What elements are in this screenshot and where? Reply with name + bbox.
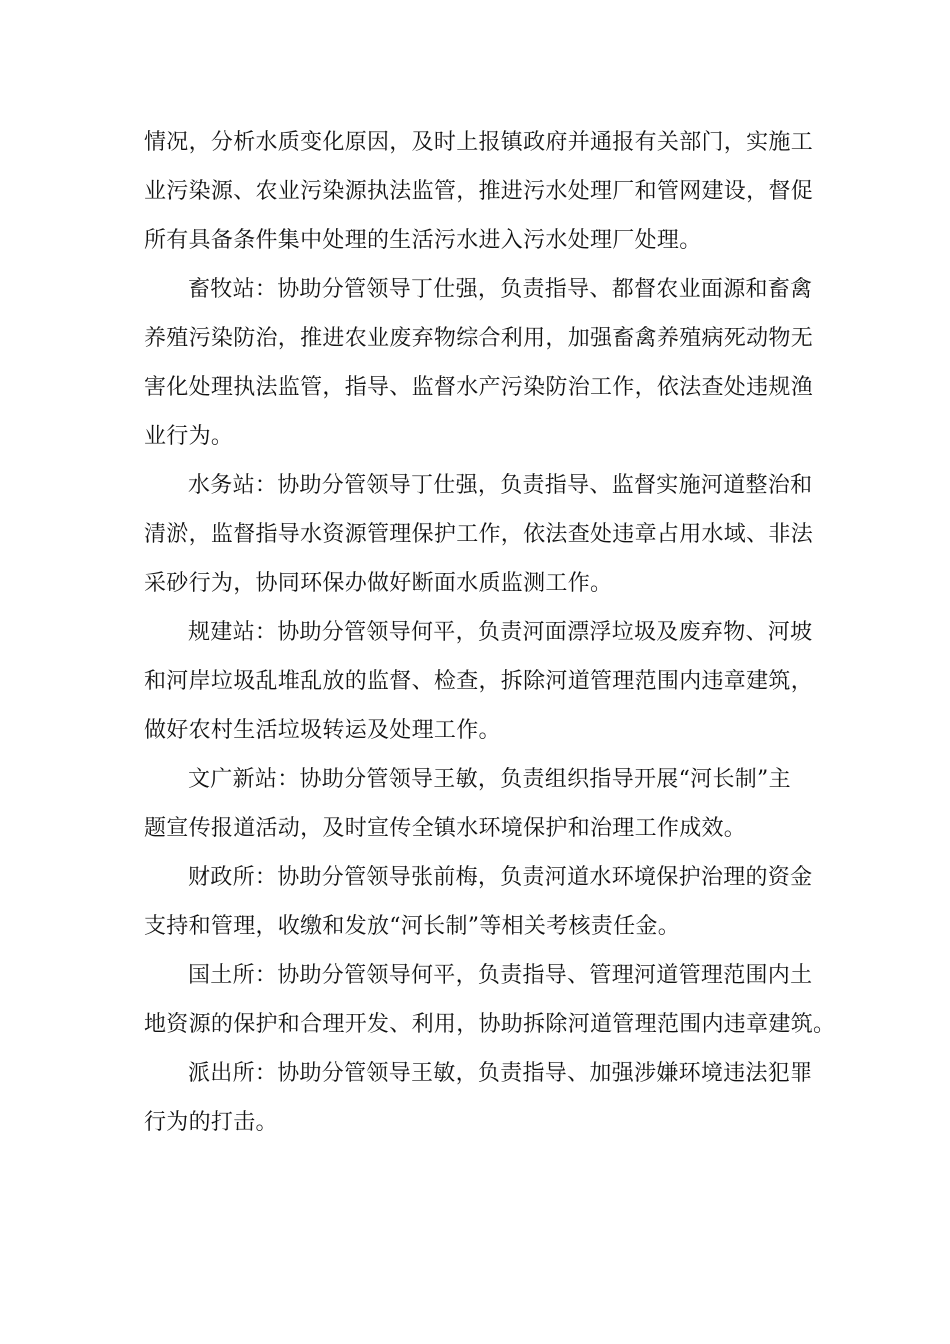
paragraph-start-line: 文广新站：协助分管领导王敏，负责组织指导开展“河长制”主: [188, 767, 791, 792]
body-line: 地资源的保护和合理开发、利用，协助拆除河道管理范围内违章建筑。: [144, 1012, 836, 1037]
body-line: 害化处理执法监管，指导、监督水产污染防治工作，依法查处违规渔: [144, 375, 814, 400]
body-line: 业污染源、农业污染源执法监管，推进污水处理厂和管网建设，督促: [144, 179, 814, 204]
paragraph-start-line: 规建站：协助分管领导何平，负责河面漂浮垃圾及废弃物、河坡: [188, 620, 813, 645]
paragraph-start-line: 国土所：协助分管领导何平，负责指导、管理河道管理范围内土: [188, 963, 813, 988]
body-line: 支持和管理，收缴和发放“河长制”等相关考核责任金。: [144, 914, 680, 939]
body-line: 情况，分析水质变化原因，及时上报镇政府并通报有关部门，实施工: [144, 130, 814, 155]
body-line: 题宣传报道活动，及时宣传全镇水环境保护和治理工作成效。: [144, 816, 747, 841]
paragraph-start-line: 派出所：协助分管领导王敏，负责指导、加强涉嫌环境违法犯罪: [188, 1061, 813, 1086]
body-line: 清淤，监督指导水资源管理保护工作，依法查处违章占用水域、非法: [144, 522, 814, 547]
body-line: 和河岸垃圾乱堆乱放的监督、检查，拆除河道管理范围内违章建筑，: [144, 669, 814, 694]
body-line: 行为的打击。: [144, 1110, 278, 1135]
body-line: 采砂行为，协同环保办做好断面水质监测工作。: [144, 571, 613, 596]
paragraph-start-line: 水务站：协助分管领导丁仕强，负责指导、监督实施河道整治和: [188, 473, 813, 498]
paragraph-start-line: 畜牧站：协助分管领导丁仕强，负责指导、都督农业面源和畜禽: [188, 277, 813, 302]
paragraph-start-line: 财政所：协助分管领导张前梅，负责河道水环境保护治理的资金: [188, 865, 813, 890]
body-line: 业行为。: [144, 424, 234, 449]
body-line: 养殖污染防治，推进农业废弃物综合利用，加强畜禽养殖病死动物无: [144, 326, 814, 351]
body-line: 做好农村生活垃圾转运及处理工作。: [144, 718, 501, 743]
body-line: 所有具备条件集中处理的生活污水进入污水处理厂处理。: [144, 228, 702, 253]
document-body: [144, 118, 836, 1147]
